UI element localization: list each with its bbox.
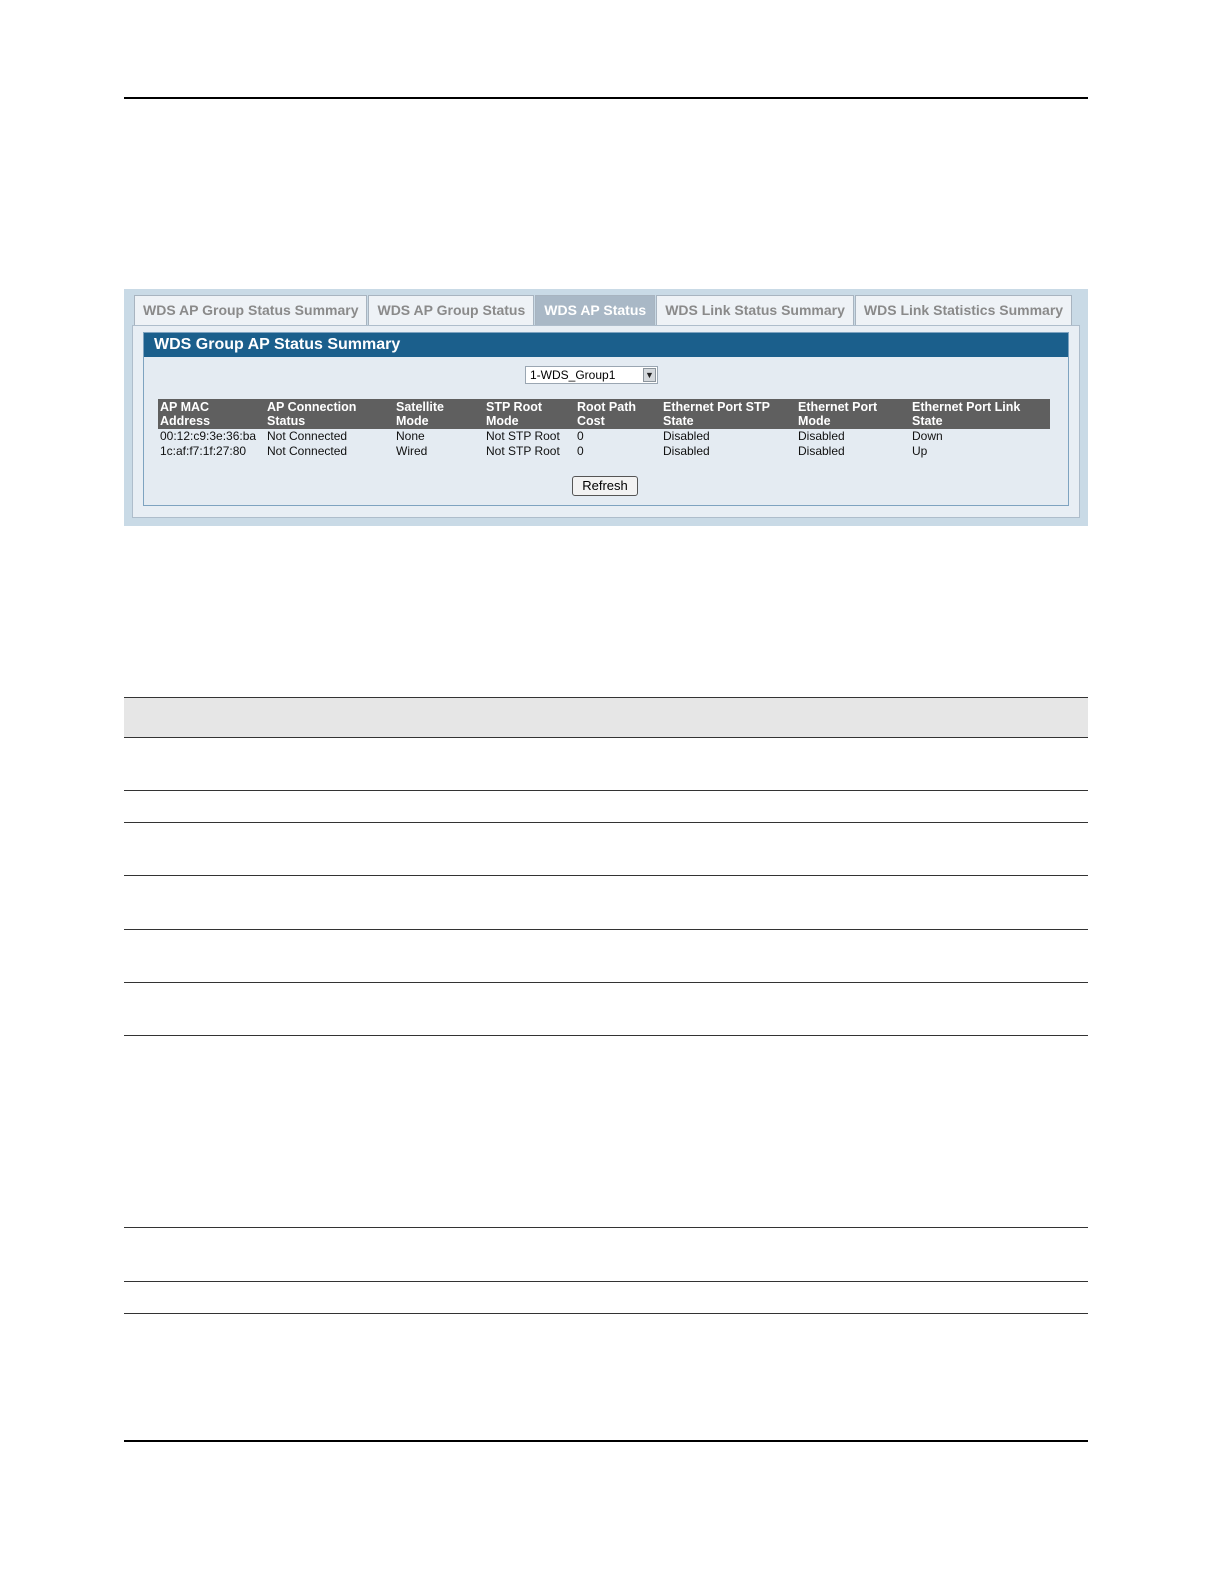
wds-ap-status-screenshot [124, 289, 1088, 526]
table-header-row [158, 399, 1050, 429]
col-root-path-cost: Root Path Cost [575, 399, 661, 429]
tab-wds-ap-group-status-summary[interactable]: WDS AP Group Status Summary [134, 295, 367, 325]
cell-stp-root-mode: Not STP Root [486, 444, 560, 458]
cell-satellite-mode: Wired [396, 444, 428, 458]
cell-satellite-mode: None [396, 429, 425, 443]
page-header-rule [124, 97, 1088, 99]
col-satellite-mode: Satellite Mode [394, 399, 484, 429]
table-row-divider [124, 875, 1088, 876]
tab-content-frame [132, 325, 1080, 518]
tab-wds-link-statistics-summary[interactable]: WDS Link Statistics Summary [855, 295, 1072, 325]
cell-connection-status: Not Connected [267, 429, 348, 443]
tab-bar [134, 295, 1073, 325]
wds-group-select[interactable] [525, 366, 658, 384]
ap-status-table [158, 399, 1050, 459]
table-row-divider [124, 929, 1088, 930]
description-table-header [124, 697, 1088, 738]
table-row-divider [124, 1035, 1088, 1036]
cell-root-path-cost: 0 [577, 429, 584, 443]
chevron-down-icon[interactable]: ▼ [643, 368, 656, 382]
table-row-divider [124, 1281, 1088, 1282]
status-summary-panel [143, 332, 1069, 506]
col-ethernet-port-stp-state: Ethernet Port STP State [661, 399, 796, 429]
table-row [158, 429, 1050, 444]
table-row [158, 444, 1050, 459]
cell-eth-stp-state: Disabled [663, 429, 710, 443]
table-row-divider [124, 1313, 1088, 1314]
col-ethernet-port-mode: Ethernet Port Mode [796, 399, 910, 429]
cell-ap-mac: 1c:af:f7:1f:27:80 [160, 444, 247, 458]
tab-wds-ap-status[interactable]: WDS AP Status [535, 295, 655, 325]
panel-title: WDS Group AP Status Summary [144, 333, 1068, 357]
table-row-divider [124, 790, 1088, 791]
wds-group-select-value: 1-WDS_Group1 [530, 368, 616, 382]
col-ethernet-port-link-state: Ethernet Port Link State [910, 399, 1050, 429]
col-ap-connection-status: AP Connection Status [265, 399, 394, 429]
cell-eth-mode: Disabled [798, 444, 845, 458]
cell-eth-link-state: Up [912, 444, 928, 458]
table-row-divider [124, 982, 1088, 983]
cell-ap-mac: 00:12:c9:3e:36:ba [160, 429, 257, 443]
tab-wds-link-status-summary[interactable]: WDS Link Status Summary [656, 295, 854, 325]
cell-eth-mode: Disabled [798, 429, 845, 443]
col-stp-root-mode: STP Root Mode [484, 399, 575, 429]
col-ap-mac-address: AP MAC Address [158, 399, 265, 429]
cell-connection-status: Not Connected [267, 444, 348, 458]
cell-root-path-cost: 0 [577, 444, 584, 458]
page-footer-rule [124, 1440, 1088, 1442]
cell-stp-root-mode: Not STP Root [486, 429, 560, 443]
tab-wds-ap-group-status[interactable]: WDS AP Group Status [368, 295, 534, 325]
refresh-button[interactable]: Refresh [572, 476, 638, 496]
table-row-divider [124, 1227, 1088, 1228]
table-row-divider [124, 822, 1088, 823]
cell-eth-stp-state: Disabled [663, 444, 710, 458]
cell-eth-link-state: Down [912, 429, 943, 443]
